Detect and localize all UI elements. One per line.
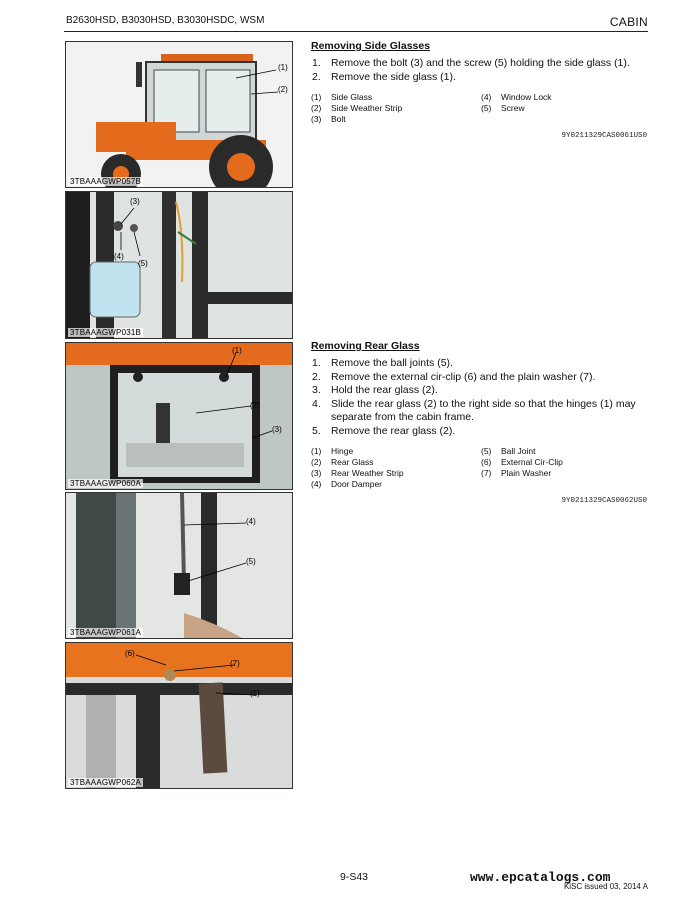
legend-item: (4) Door Damper: [311, 479, 383, 489]
legend-item: [481, 479, 651, 489]
legend-item: (2) Rear Glass: [311, 457, 374, 467]
callout-1: (1): [278, 63, 288, 72]
header-section: CABIN: [609, 15, 648, 29]
callout-4: (4): [246, 517, 256, 526]
steps-list: [311, 357, 651, 438]
door-damper-photo: [66, 493, 292, 638]
callout-3: (3): [130, 197, 140, 206]
section-side-glasses: [311, 40, 651, 140]
step: 1. Remove the ball joints (5).: [312, 357, 453, 369]
section-title: Removing Side Glasses: [311, 40, 431, 52]
figure-tractor-side-glass: [65, 41, 293, 188]
step: 4. Slide the rear glass (2) to the right side so that the hinges (1) may separate from the cabin frame.: [312, 397, 636, 423]
callout-7: (7): [230, 659, 240, 668]
figure-id: 3TBAAAGWP060A: [70, 479, 142, 488]
callout-5: (5): [246, 557, 256, 566]
section-rear-glass: [311, 340, 651, 505]
legend-item: (3) Rear Weather Strip: [311, 468, 404, 478]
legend-item: (2) Side Weather Strip: [311, 103, 403, 113]
callout-1: (1): [232, 346, 242, 355]
hinge-clip-photo: [66, 643, 292, 788]
bolt-detail-photo: [66, 192, 292, 338]
steps-list: [311, 57, 651, 84]
step: 3. Hold the rear glass (2).: [312, 384, 438, 396]
document-code: 9Y0211329CAS0062US0: [561, 497, 647, 505]
legend-item: (1) Side Glass: [311, 92, 373, 102]
watermark: www.epcatalogs.com: [470, 870, 611, 885]
legend-item: (5) Screw: [481, 103, 525, 113]
step: 1. Remove the bolt (3) and the screw (5) holding the side glass (1).: [312, 57, 630, 69]
callout-5: (5): [138, 259, 148, 268]
document-code: 9Y0211329CAS0061US0: [561, 132, 647, 140]
step: 2. Remove the side glass (1).: [312, 70, 456, 83]
page-number: 9-S43: [340, 871, 369, 883]
header-models: B2630HSD, B3030HSD, B3030HSDC, WSM: [66, 15, 265, 26]
figure-id: 3TBAAAGWP062A: [70, 778, 142, 787]
figure-id: 3TBAAAGWP061A: [70, 628, 142, 637]
legend-item: (7) Plain Washer: [481, 468, 552, 478]
parts-legend: [311, 446, 651, 489]
issue-note: KiSC issued 03, 2014 A: [563, 882, 648, 891]
callout-1: (1): [250, 689, 260, 698]
callout-2: (2): [250, 401, 260, 410]
legend-item: (4) Window Lock: [481, 92, 552, 102]
step: 5. Remove the rear glass (2).: [312, 424, 456, 437]
header-rule: [64, 31, 648, 32]
figure-side-glass-bolt: [65, 191, 293, 339]
figure-id: 3TBAAAGWP057B: [70, 177, 142, 186]
callout-2: (2): [278, 85, 288, 94]
legend-item: [481, 114, 651, 124]
parts-legend: [311, 92, 651, 124]
tractor-photo: [66, 42, 292, 187]
figure-rear-glass: [65, 342, 293, 490]
callout-3: (3): [272, 425, 282, 434]
step: 2. Remove the external cir-clip (6) and the plain washer (7).: [312, 370, 596, 383]
rear-glass-photo: [66, 343, 292, 489]
figure-id: 3TBAAAGWP031B: [70, 328, 142, 337]
legend-item: (6) External Cir-Clip: [481, 457, 563, 467]
figure-hinge-clip: [65, 642, 293, 789]
figure-door-damper: [65, 492, 293, 639]
callout-6: (6): [125, 649, 135, 658]
callout-4: (4): [114, 252, 124, 261]
section-title: Removing Rear Glass: [311, 340, 420, 352]
legend-item: (3) Bolt: [311, 114, 346, 124]
legend-item: (1) Hinge: [311, 446, 354, 456]
legend-item: (5) Ball Joint: [481, 446, 536, 456]
